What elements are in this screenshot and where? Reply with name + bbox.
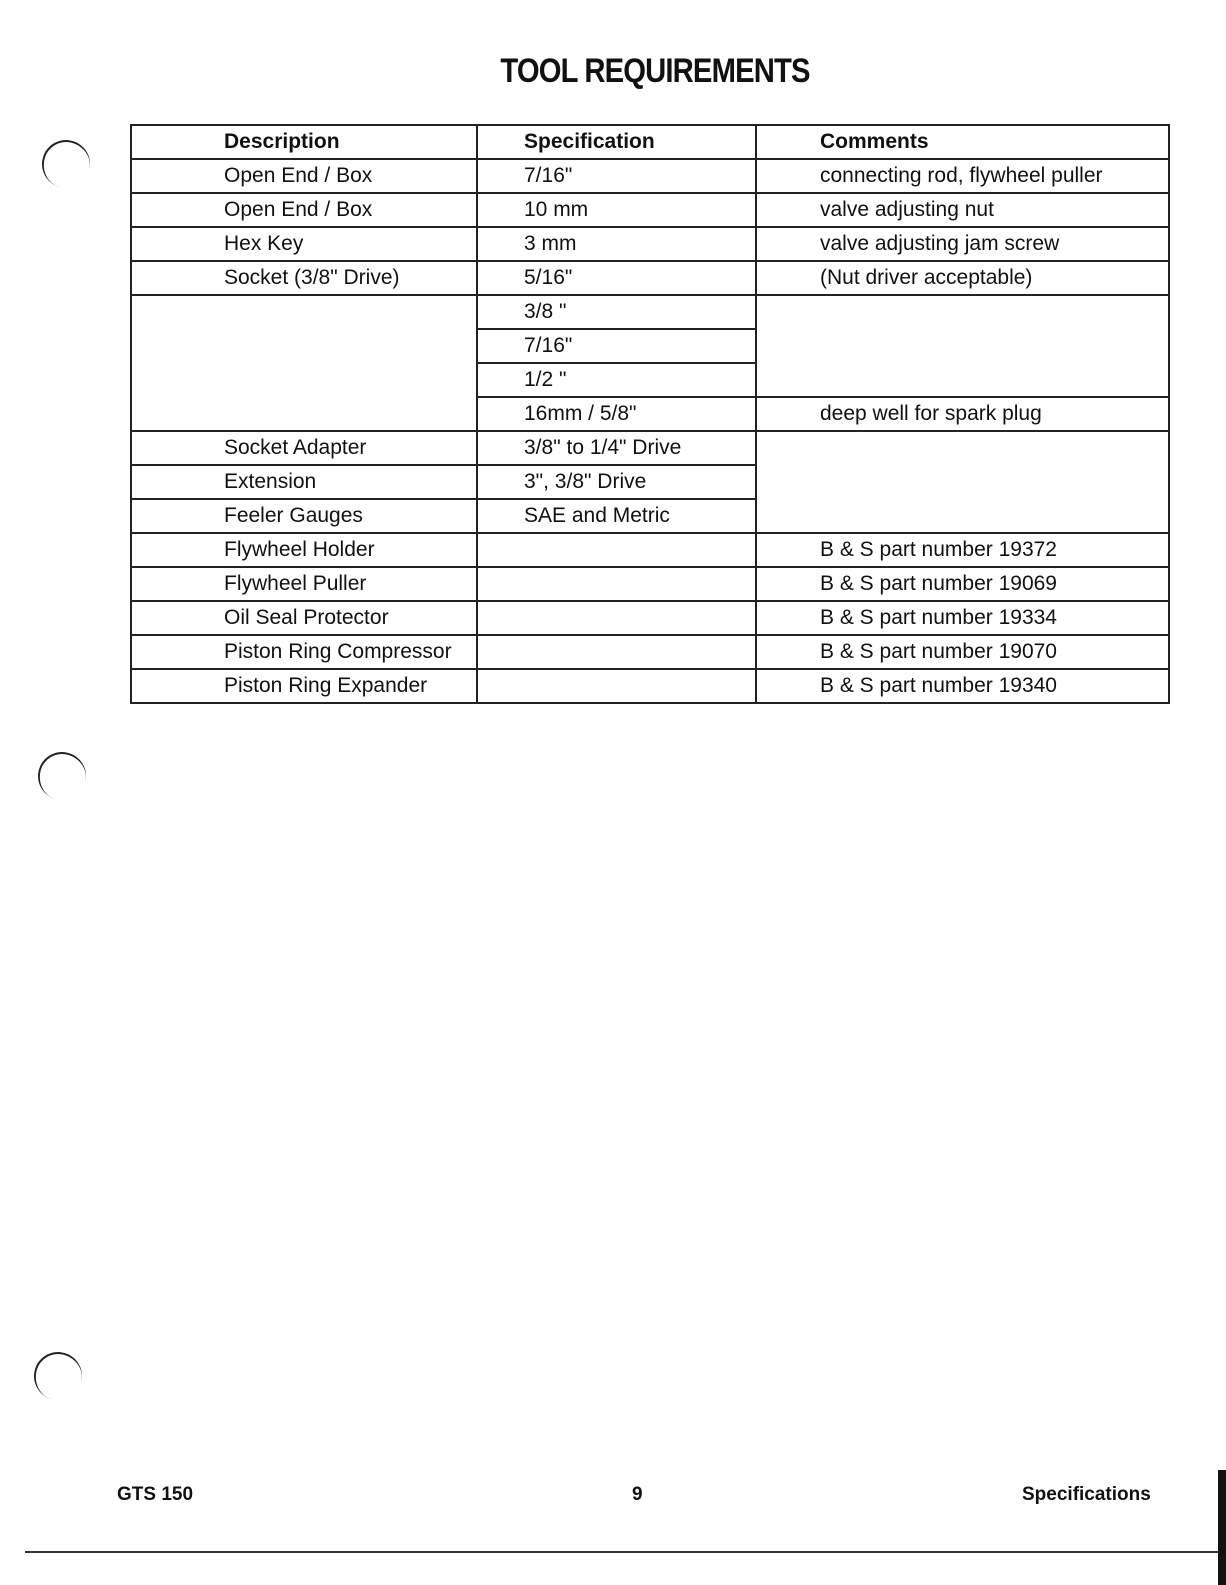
table-row: [131, 669, 1169, 703]
cell-description: Extension: [131, 465, 477, 499]
cell-specification: [477, 567, 756, 601]
binder-hole-bottom: [29, 1347, 88, 1406]
cell-specification: [477, 601, 756, 635]
cell-description: Hex Key: [131, 227, 477, 261]
cell-comments: connecting rod, flywheel puller: [756, 159, 1169, 193]
cell-specification: 3 mm: [477, 227, 756, 261]
cell-specification: 3/8 ": [477, 295, 756, 329]
cell-description: Socket Adapter: [131, 431, 477, 465]
cell-specification: 7/16": [477, 329, 756, 363]
cell-comments: B & S part number 19372: [756, 533, 1169, 567]
binder-hole-middle: [33, 747, 92, 806]
table-row: [131, 635, 1169, 669]
cell-comments: B & S part number 19070: [756, 635, 1169, 669]
table-row: [131, 533, 1169, 567]
cell-comments: B & S part number 19069: [756, 567, 1169, 601]
cell-description: Flywheel Puller: [131, 567, 477, 601]
table-row: [131, 465, 1169, 499]
cell-description: [131, 295, 477, 329]
table-row: [131, 601, 1169, 635]
cell-comments: [756, 295, 1169, 329]
table-row: [131, 295, 1169, 329]
table-row: [131, 431, 1169, 465]
table-row: [131, 227, 1169, 261]
cell-comments: B & S part number 19334: [756, 601, 1169, 635]
binder-hole-top: [37, 135, 96, 194]
cell-description: Piston Ring Compressor: [131, 635, 477, 669]
cell-description: Piston Ring Expander: [131, 669, 477, 703]
page-edge-shadow: [1218, 1470, 1226, 1585]
cell-specification: [477, 635, 756, 669]
table-row: [131, 261, 1169, 295]
cell-description: Feeler Gauges: [131, 499, 477, 533]
cell-comments: [756, 431, 1169, 465]
footer-section: Specifications: [1022, 1484, 1151, 1505]
header-comments: Comments: [756, 125, 1169, 159]
cell-description: [131, 329, 477, 363]
cell-description: [131, 397, 477, 431]
cell-specification: 10 mm: [477, 193, 756, 227]
footer-model: GTS 150: [117, 1484, 194, 1505]
cell-specification: 7/16": [477, 159, 756, 193]
table-header-row: [131, 125, 1169, 159]
cell-comments: B & S part number 19340: [756, 669, 1169, 703]
cell-description: Oil Seal Protector: [131, 601, 477, 635]
cell-description: [131, 363, 477, 397]
table-row: [131, 499, 1169, 533]
table-row: [131, 397, 1169, 431]
cell-specification: SAE and Metric: [477, 499, 756, 533]
cell-specification: 3", 3/8" Drive: [477, 465, 756, 499]
cell-description: Flywheel Holder: [131, 533, 477, 567]
cell-comments: valve adjusting jam screw: [756, 227, 1169, 261]
table-row: [131, 159, 1169, 193]
cell-specification: 1/2 ": [477, 363, 756, 397]
footer-rule: [25, 1551, 1225, 1553]
cell-specification: [477, 669, 756, 703]
header-description: Description: [131, 125, 477, 159]
tool-requirements-table: [130, 124, 1170, 704]
cell-comments: [756, 363, 1169, 397]
cell-comments: [756, 329, 1169, 363]
cell-comments: (Nut driver acceptable): [756, 261, 1169, 295]
cell-specification: [477, 533, 756, 567]
table-row: [131, 193, 1169, 227]
cell-description: Open End / Box: [131, 159, 477, 193]
cell-specification: 5/16": [477, 261, 756, 295]
table-row: [131, 329, 1169, 363]
cell-description: Socket (3/8" Drive): [131, 261, 477, 295]
cell-specification: 16mm / 5/8": [477, 397, 756, 431]
table-row: [131, 567, 1169, 601]
table-row: [131, 363, 1169, 397]
cell-comments: [756, 499, 1169, 533]
cell-description: Open End / Box: [131, 193, 477, 227]
header-specification: Specification: [477, 125, 756, 159]
page-title: TOOL REQUIREMENTS: [500, 52, 810, 90]
cell-comments: deep well for spark plug: [756, 397, 1169, 431]
cell-comments: valve adjusting nut: [756, 193, 1169, 227]
cell-specification: 3/8" to 1/4" Drive: [477, 431, 756, 465]
footer-page-number: 9: [632, 1484, 643, 1505]
cell-comments: [756, 465, 1169, 499]
